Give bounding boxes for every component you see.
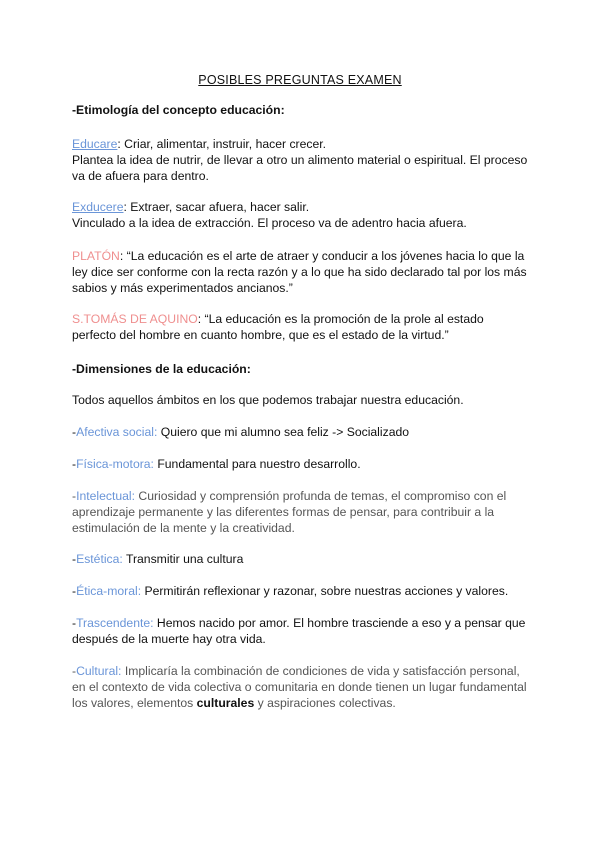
cultural-text-1: Implicaría la combinación de condiciones de vida y satisfacción personal,	[121, 664, 520, 678]
afectiva-dash: -	[72, 425, 77, 439]
etica-line	[72, 583, 508, 599]
estetica-term: Estética:	[76, 552, 123, 566]
aquino-name: S.TOMÁS DE AQUINO	[72, 312, 198, 326]
cultural-text-3a: los valores, elementos	[72, 696, 197, 710]
afectiva-text: Quiero que mi alumno sea feliz -> Socializado	[157, 425, 410, 439]
educare-line-2: Plantea la idea de nutrir, de llevar a otro un alimento material o espiritual. El proceso	[72, 153, 528, 167]
estetica-line	[72, 551, 243, 567]
trascendente-dash: -	[72, 616, 77, 630]
trascendente-term: Trascendente:	[76, 616, 154, 630]
platon-line-2: ley dice ser conforme con la recta razón y a lo que ha sido declarado tal por los más	[72, 265, 527, 279]
educare-def: : Criar, alimentar, instruir, hacer crecer.	[117, 137, 327, 151]
cultural-dash: -	[72, 664, 77, 678]
platon-line-1	[72, 248, 524, 264]
platon-quote-1: : “La educación es el arte de atraer y conducir a los jóvenes hacia lo que la	[119, 249, 525, 263]
intelectual-text-1: Curiosidad y comprensión profunda de temas, el compromiso con el	[135, 489, 507, 503]
cultural-line-2: en el contexto de vida colectiva o comunitaria en donde tienen un lugar fundamental	[72, 680, 527, 694]
etimologia-heading: -Etimología del concepto educación:	[72, 103, 285, 117]
exducere-line-2: Vinculado a la idea de extracción. El proceso va de adentro hacia afuera.	[72, 216, 467, 230]
exducere-term: Exducere	[72, 200, 124, 214]
educare-term: Educare	[72, 137, 118, 151]
exducere-line	[72, 199, 309, 215]
cultural-line-1	[72, 663, 520, 679]
afectiva-line	[72, 424, 409, 440]
intelectual-line-3: estimulación de la mente y la creatividad.	[72, 521, 295, 535]
fisica-line	[72, 456, 361, 472]
trascendente-line-1	[72, 615, 525, 631]
educare-line	[72, 136, 326, 152]
platon-line-3: sabios y más experimentados ancianos.”	[72, 281, 293, 295]
fisica-term: Física-motora:	[76, 457, 154, 471]
fisica-text: Fundamental para nuestro desarrollo.	[153, 457, 361, 471]
intelectual-term: Intelectual:	[76, 489, 136, 503]
estetica-dash: -	[72, 552, 77, 566]
cultural-term: Cultural:	[76, 664, 122, 678]
fisica-dash: -	[72, 457, 77, 471]
educare-line-3: va de afuera para dentro.	[72, 169, 209, 183]
page-title: POSIBLES PREGUNTAS EXAMEN	[198, 73, 402, 87]
estetica-text: Transmitir una cultura	[122, 552, 244, 566]
intelectual-line-2: aprendizaje permanente y las diferentes formas de pensar, para contribuir a la	[72, 505, 495, 519]
intelectual-line-1	[72, 488, 506, 504]
aquino-quote-1: : “La educación es la promoción de la prole al estado	[197, 312, 484, 326]
etica-dash: -	[72, 584, 77, 598]
dimensiones-intro: Todos aquellos ámbitos en los que podemos trabajar nuestra educación.	[72, 393, 464, 407]
trascendente-line-2: después de la muerte hay otra vida.	[72, 632, 266, 646]
exducere-def: : Extraer, sacar afuera, hacer salir.	[123, 200, 310, 214]
cultural-line-3	[72, 695, 396, 711]
etica-text: Permitirán reflexionar y razonar, sobre nuestras acciones y valores.	[141, 584, 509, 598]
trascendente-text-1: Hemos nacido por amor. El hombre trasciende a eso y a pensar que	[153, 616, 526, 630]
platon-name: PLATÓN	[72, 249, 120, 263]
dimensiones-heading: -Dimensiones de la educación:	[72, 362, 251, 376]
cultural-text-3c: y aspiraciones colectivas.	[254, 696, 396, 710]
aquino-line-2: perfecto del hombre en cuanto hombre, que es el estado de la virtud.”	[72, 328, 449, 342]
etica-term: Ética-moral:	[76, 584, 142, 598]
afectiva-term: Afectiva social:	[76, 425, 158, 439]
aquino-line-1	[72, 311, 484, 327]
cultural-keyword: culturales	[196, 696, 255, 710]
intelectual-dash: -	[72, 489, 77, 503]
